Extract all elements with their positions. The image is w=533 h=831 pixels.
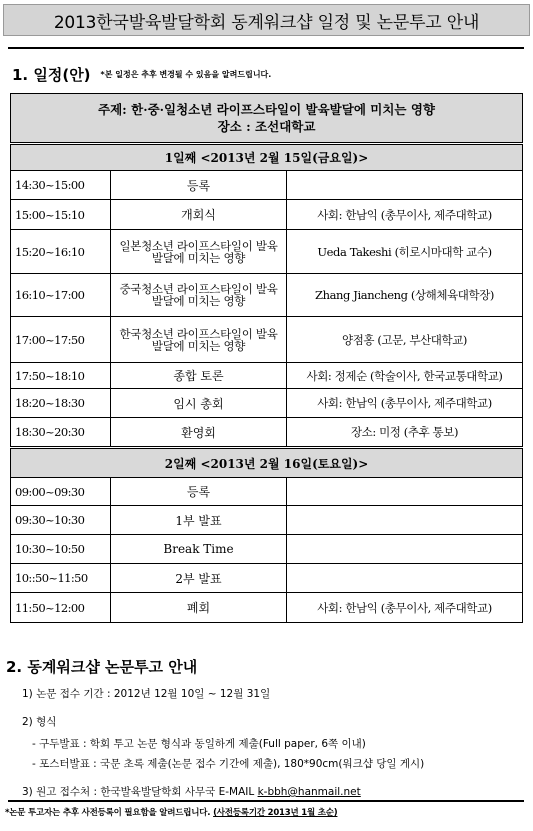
note-cell: 사회: 한남익 (총무이사, 제주대학교): [287, 200, 523, 230]
event-cell: 폐회: [111, 593, 287, 623]
event-cell: 1부 발표: [111, 506, 287, 535]
bottom-divider: [8, 800, 524, 802]
time-cell: 18:30~20:30: [11, 418, 111, 448]
time-cell: 15:00~15:10: [11, 200, 111, 230]
event-cell: 환영회: [111, 418, 287, 448]
event-cell: 개회식: [111, 200, 287, 230]
table-row: [11, 506, 523, 535]
time-cell: 18:20~18:30: [11, 389, 111, 418]
top-divider: [8, 47, 524, 49]
event-cell: 종합 토론: [111, 363, 287, 389]
event-cell: 2부 발표: [111, 564, 287, 593]
table-row: [11, 593, 523, 623]
registration-footnote: [5, 806, 337, 818]
schedule-table: [10, 93, 523, 623]
note-cell: 사회: 한남익 (총무이사, 제주대학교): [287, 389, 523, 418]
event-cell: 일본청소년 라이프스타일이 발육발달에 미치는 영향: [111, 230, 287, 274]
event-cell: 한국청소년 라이프스타일이 발육발달에 미치는 영향: [111, 317, 287, 363]
note-cell: 장소: 미정 (추후 통보): [287, 418, 523, 448]
oral-presentation: - 구두발표 : 학회 투고 논문 형식과 동일하게 제출(Full paper, 6쪽 이내): [32, 738, 366, 750]
poster-presentation: - 포스터발표 : 국문 초록 제출(논문 접수 기간에 제출), 180*90cm(워크샵 당일 게시): [32, 758, 425, 770]
time-cell: 09:00~09:30: [11, 478, 111, 506]
time-cell: 10::50~11:50: [11, 564, 111, 593]
note-cell: [287, 171, 523, 200]
footnote-text: *논문 투고자는 추후 사전등록이 필요함을 알려드립니다.: [5, 808, 214, 818]
footnote-period: (사전등록기간 2013년 1월 초순): [213, 808, 338, 818]
table-row: [11, 230, 523, 274]
table-row: [11, 535, 523, 564]
time-cell: 17:50~18:10: [11, 363, 111, 389]
table-row: [11, 274, 523, 317]
time-cell: 16:10~17:00: [11, 274, 111, 317]
event-cell: 중국청소년 라이프스타일이 발육발달에 미치는 영향: [111, 274, 287, 317]
note-cell: 사회: 정제순 (학술이사, 한국교통대학교): [287, 363, 523, 389]
section1-title: 1. 일정(안): [12, 66, 91, 84]
theme-text: 주제: 한·중·일청소년 라이프스타일이 발육발달에 미치는 영향: [98, 102, 435, 117]
table-row: [11, 389, 523, 418]
time-cell: 09:30~10:30: [11, 506, 111, 535]
note-cell: Ueda Takeshi (히로시마대학 교수): [287, 230, 523, 274]
schedule-change-note: *본 일정은 추후 변경될 수 있음을 알려드립니다.: [100, 70, 272, 79]
event-cell: 등록: [111, 171, 287, 200]
time-cell: 11:50~12:00: [11, 593, 111, 623]
note-cell: [287, 564, 523, 593]
note-cell: [287, 506, 523, 535]
note-cell: [287, 478, 523, 506]
submission-contact: [22, 784, 361, 799]
table-row: [11, 478, 523, 506]
section1-heading: [12, 64, 271, 85]
day1-header: 1일째 <2013년 2월 15일(금요일)>: [11, 144, 523, 171]
day2-header-row: [11, 448, 523, 478]
table-row: [11, 418, 523, 448]
theme-cell: [11, 94, 523, 144]
day2-header: 2일째 <2013년 2월 16일(토요일)>: [11, 448, 523, 478]
theme-row: [11, 94, 523, 144]
time-cell: 17:00~17:50: [11, 317, 111, 363]
email-link[interactable]: k-bbh@hanmail.net: [257, 786, 361, 798]
note-cell: 사회: 한남익 (총무이사, 제주대학교): [287, 593, 523, 623]
format-heading: 2) 형식: [22, 716, 57, 728]
table-row: [11, 317, 523, 363]
event-cell: 임시 총회: [111, 389, 287, 418]
table-row: [11, 171, 523, 200]
table-row: [11, 363, 523, 389]
venue-text: 장소 : 조선대학교: [217, 119, 316, 134]
table-row: [11, 200, 523, 230]
time-cell: 14:30~15:00: [11, 171, 111, 200]
submission-period: 1) 논문 접수 기간 : 2012년 12월 10일 ~ 12월 31일: [22, 688, 271, 700]
table-row: [11, 564, 523, 593]
time-cell: 15:20~16:10: [11, 230, 111, 274]
section2-title: 2. 동계워크샵 논문투고 안내: [6, 658, 198, 676]
day1-header-row: [11, 144, 523, 171]
note-cell: [287, 535, 523, 564]
note-cell: 양점홍 (고문, 부산대학교): [287, 317, 523, 363]
time-cell: 10:30~10:50: [11, 535, 111, 564]
event-cell: Break Time: [111, 535, 287, 564]
page-title: 2013한국발육발달학회 동계워크샵 일정 및 논문투고 안내: [3, 4, 530, 36]
event-cell: 등록: [111, 478, 287, 506]
note-cell: Zhang Jiancheng (상해체육대학장): [287, 274, 523, 317]
submission-contact-label: 3) 원고 접수처 : 한국발육발달학회 사무국 E-MAIL: [22, 786, 258, 798]
